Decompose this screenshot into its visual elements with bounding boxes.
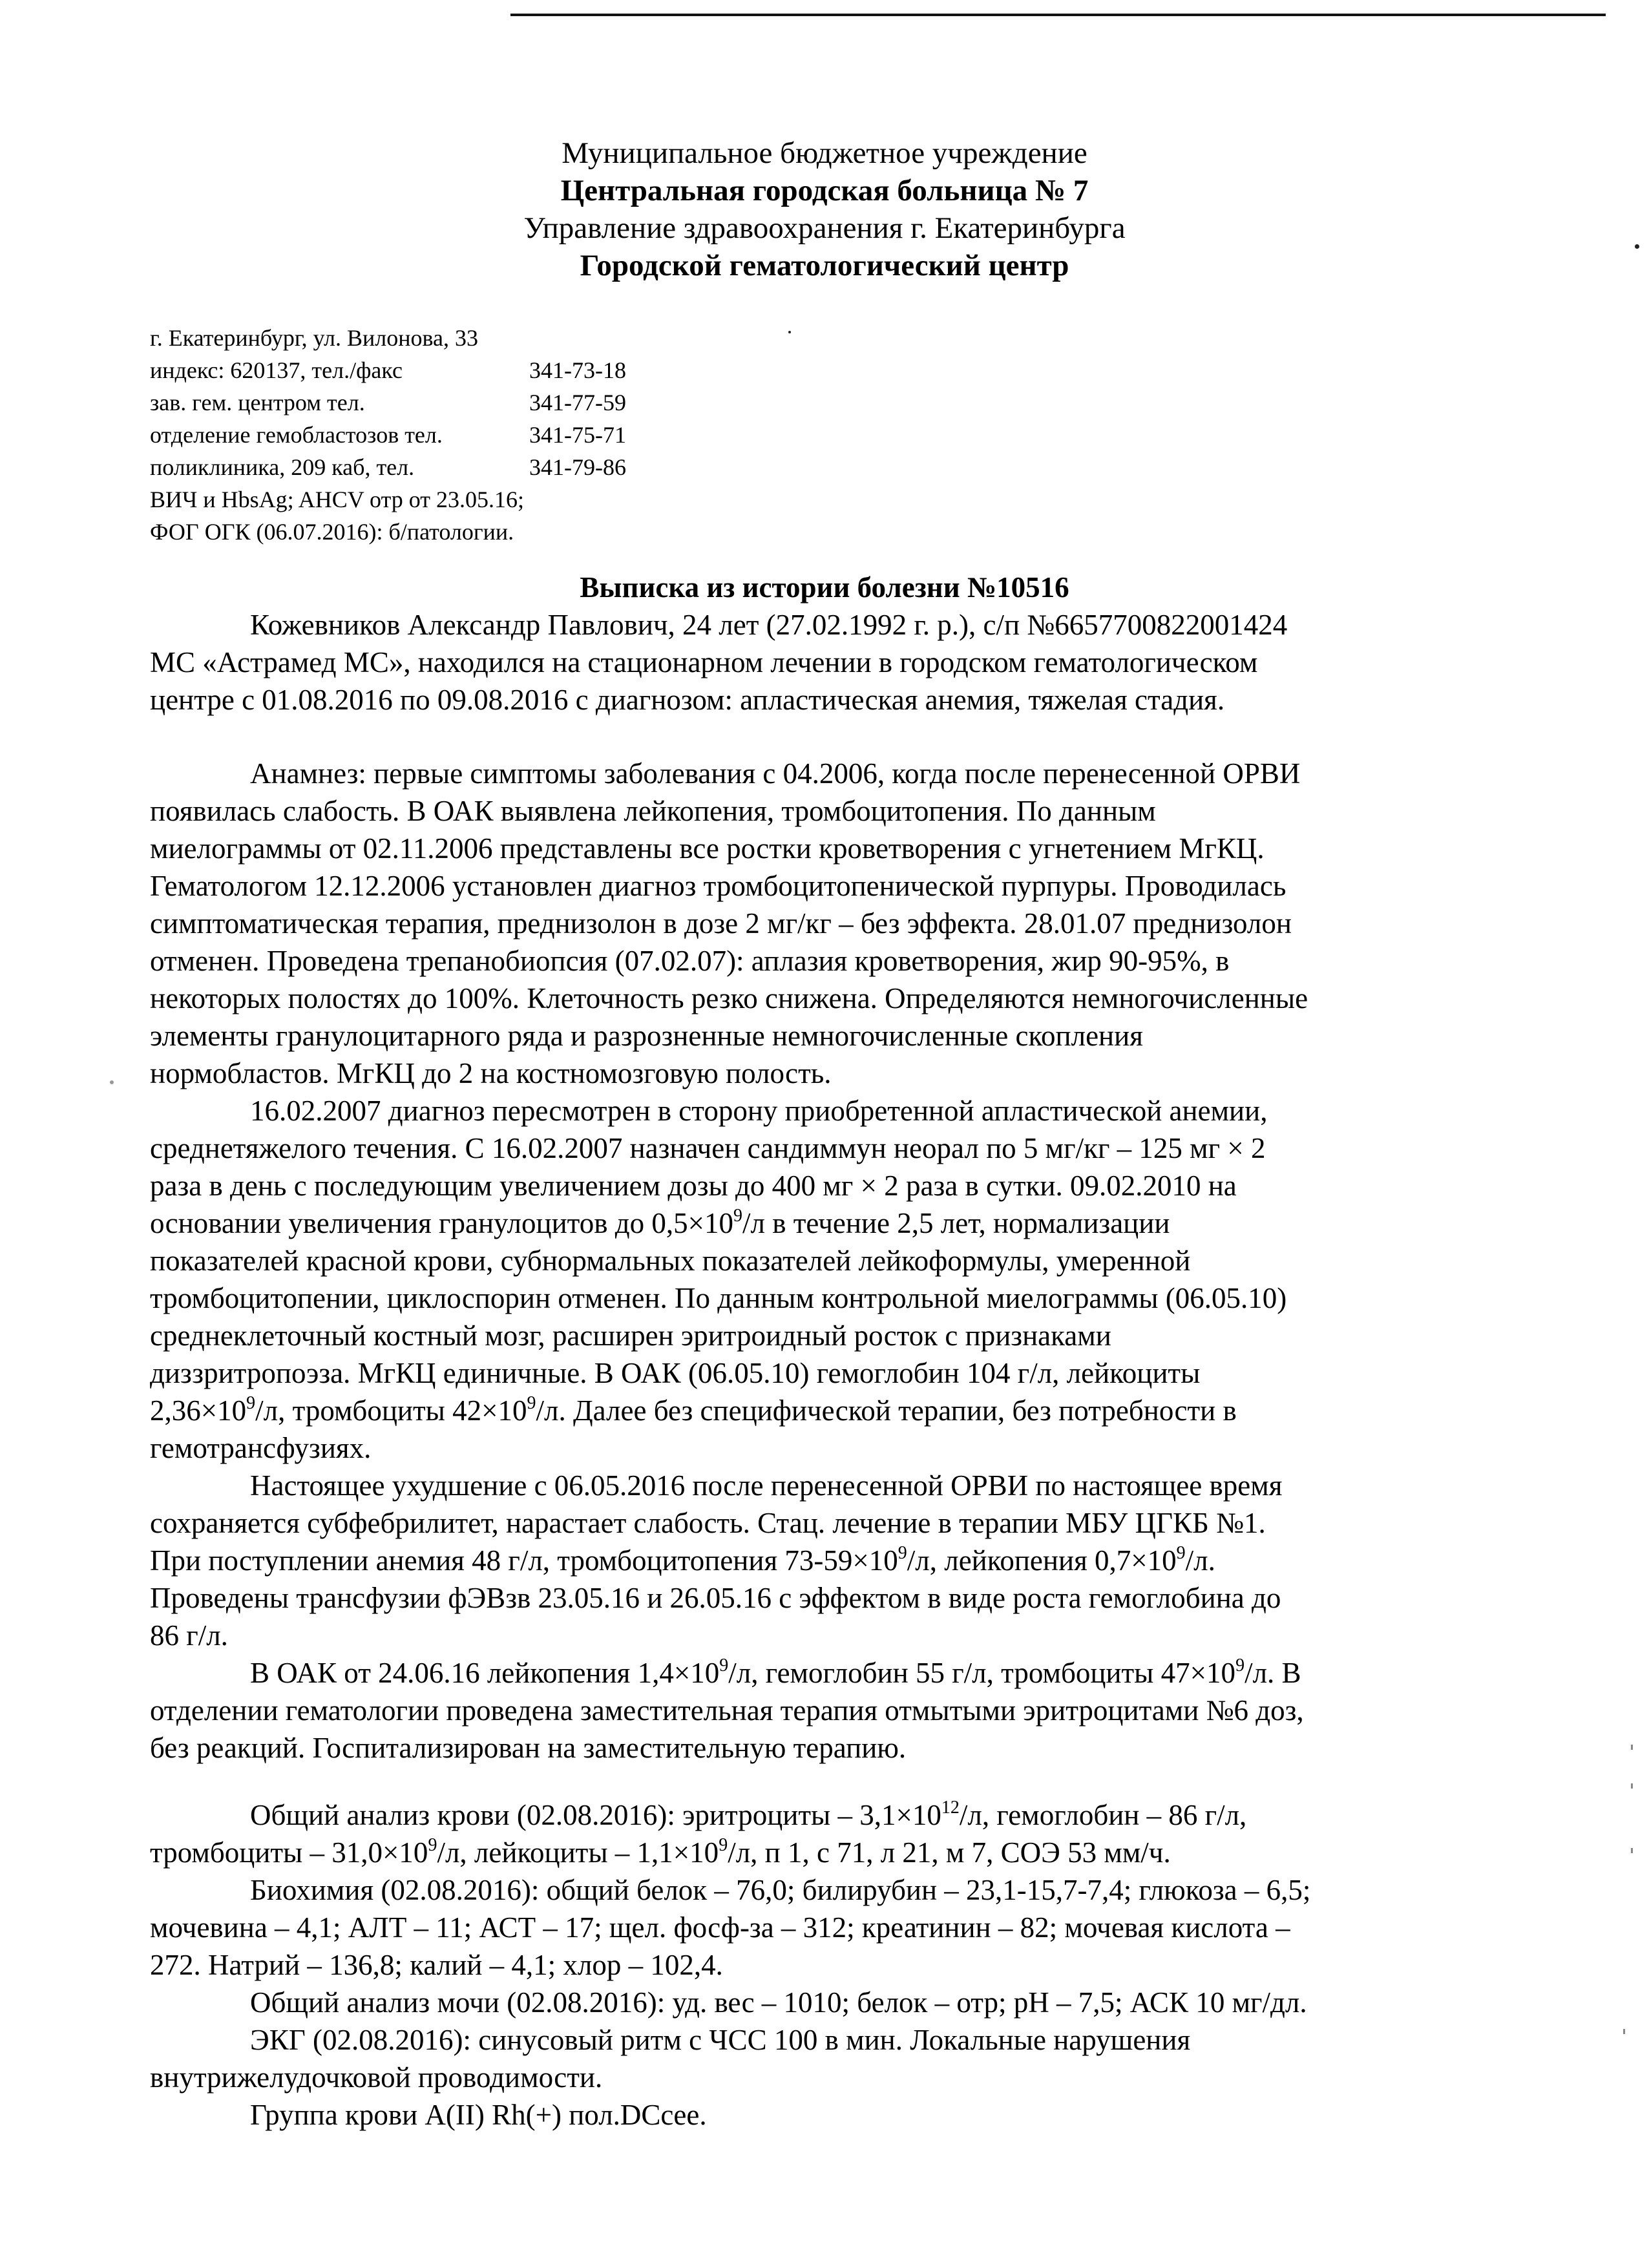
contact-row: поликлиника, 209 каб, тел. 341-79-86: [150, 451, 626, 483]
current-worsening-paragraph: Настоящее ухудшение с 06.05.2016 после перенесенной ОРВИ по настоящее время сохраняется субфебрилитет, нарастает слабость. Стац. лечение в терапии МБУ ЦГКБ №1. При поступлении анемия 48 г/л, тромбоцитопения $73-59\times 10^9/л$, лейкопения $0,7\times 10^9/л$. Проведены трансфузии фЭВзв 23.05.16 и 26.05.16 с эффектом в виде роста гемоглобина до 86 г/л.: [150, 1469, 1283, 1652]
phone-number: 341-79-86: [529, 454, 626, 480]
urinalysis-results: Общий анализ мочи (02.08.2016): уд. вес – 1010; белок – отр; pH – 7,5; АСК 10 мг/дл.: [250, 1986, 1307, 2019]
chest-xray-result: ФОГ ОГК (06.07.2016): б/патологии.: [150, 519, 514, 545]
health-department: Управление здравоохранения г. Екатеринбурга: [523, 211, 1126, 245]
infection-tests: ВИЧ и HbsAg; AHCV отр от 23.05.16;: [150, 487, 525, 512]
ecg-results: ЭКГ (02.08.2016): синусовый ритм с ЧСС 100 в мин. Локальные нарушения внутрижелудочковой проводимости.: [150, 2024, 1191, 2094]
hospital-name: Центральная городская больница № 7: [560, 174, 1089, 207]
contact-row: зав. гем. центром тел. 341-77-59: [150, 386, 626, 419]
diagnosis-revision-paragraph: 16.02.2007 диагноз пересмотрен в сторону приобретенной апластической анемии, среднетяжелого течения. С 16.02.2007 назначен сандиммун неорал по 5 мг/кг – 125 мг × 2 раза в день с последующим увеличением дозы до 400 мг × 2 раза в сутки. 09.02.2010 на основании увеличения гранулоцитов до $0,5\times 10^9/л$ в течение 2,5 лет, нормализации показателей красной крови, субнормальных показателей лейкоформулы, умеренной тромбоцитопении, циклоспорин отменен. По данным контрольной миелограммы (06.05.10) среднеклеточный костный мозг, расширен эритроидный росток с признаками диззритропоэза. МгКЦ единичные. В ОАК (06.05.10) гемоглобин 104 г/л, лейкоциты $2,36\times 10^9/л$, тромбоциты $42\times 10^9/л$. Далее без специфической терапии, без потребности в гемотрансфузиях.: [150, 1095, 1287, 1464]
biochemistry-results: Биохимия (02.08.2016): общий белок – 76,0; билирубин – 23,1-15,7-7,4; глюкоза – 6,5; мочевина – 4,1; АЛТ – 11; АСТ – 17; щел. фосф-за – 312; креатинин – 82; мочевая кислота – 272. Натрий – 136,8; калий – 4,1; хлор – 102,4.: [150, 1874, 1311, 1981]
blood-group: Группа крови A(II) Rh(+) пол.DCcee.: [250, 2099, 707, 2131]
scan-artifact-speck: [1631, 1783, 1633, 1789]
scan-artifact-dot: [788, 331, 791, 333]
document-title: Выписка из истории болезни №10516: [580, 571, 1069, 604]
phone-number: 341-77-59: [529, 390, 626, 415]
contacts-block: [150, 322, 626, 548]
scan-artifact-speck: [1631, 1848, 1633, 1853]
anamnesis-paragraph: Анамнез: первые симптомы заболевания с 04.2006, когда после перенесенной ОРВИ появилась слабость. В ОАК выявлена лейкопения, тромбоцитопения. По данным миелограммы от 02.11.2006 представлены все ростки кроветворения с угнетением МгКЦ. Гематологом 12.12.2006 установлен диагноз тромбоцитопенической пурпуры. Проводилась симптоматическая терапия, преднизолон в дозе 2 мг/кг – без эффекта. 28.01.07 преднизолон отменен. Проведена трепанобиопсия (07.02.07): аплазия кроветворения, жир 90-95%, в некоторых полостях до 100%. Клеточность резко снижена. Определяются немногочисленные элементы гранулоцитарного ряда и разрозненные немногочисленные скопления нормобластов. МгКЦ до 2 на костномозговую полость.: [150, 757, 1308, 1089]
address-line: г. Екатеринбург, ул. Вилонова, 33: [150, 325, 478, 351]
complete-blood-count: Общий анализ крови (02.08.2016): эритроциты – $3,1\times 10^{12}/л$, гемоглобин – 86 г/л, тромбоциты – $31,0\times 10^9/л$, лейкоциты – $1,1\times 10^9/л$, п 1, с 71, л 21, м 7, СОЭ 53 мм/ч.: [150, 1798, 1247, 1869]
patient-intro: Кожевников Александр Павлович, 24 лет (27.02.1992 г. р.), с/п №6657700822001424 МС «Астрамед МС», находился на стационарном лечении в городском гематологическом центре с 01.08.2016 по 09.08.2016 с диагнозом: апластическая анемия, тяжелая стадия.: [150, 609, 1288, 716]
phone-number: 341-75-71: [529, 422, 626, 448]
contact-row: отделение гемобластозов тел. 341-75-71: [150, 419, 626, 451]
hematology-center-name: Городской гематологический центр: [580, 249, 1069, 282]
scan-artifact-speck: [1623, 2029, 1625, 2034]
scan-artifact-speck: [1631, 1745, 1633, 1750]
phone-number: 341-73-18: [529, 357, 626, 383]
contact-row: индекс: 620137, тел./факс 341-73-18: [150, 354, 626, 386]
scan-top-border-line: [510, 14, 1606, 16]
blood-count-june-paragraph: В ОАК от 24.06.16 лейкопения $1,4\times 10^9/л$, гемоглобин 55 г/л, тромбоциты $47\times 10^9/л$. В отделении гематологии проведена заместительная терапия отмытыми эритроцитами №6 доз, без реакций. Госпитализирован на заместительную терапию.: [150, 1655, 1304, 1764]
scan-artifact-dot: [110, 1080, 114, 1084]
institution-type: Муниципальное бюджетное учреждение: [562, 136, 1087, 170]
